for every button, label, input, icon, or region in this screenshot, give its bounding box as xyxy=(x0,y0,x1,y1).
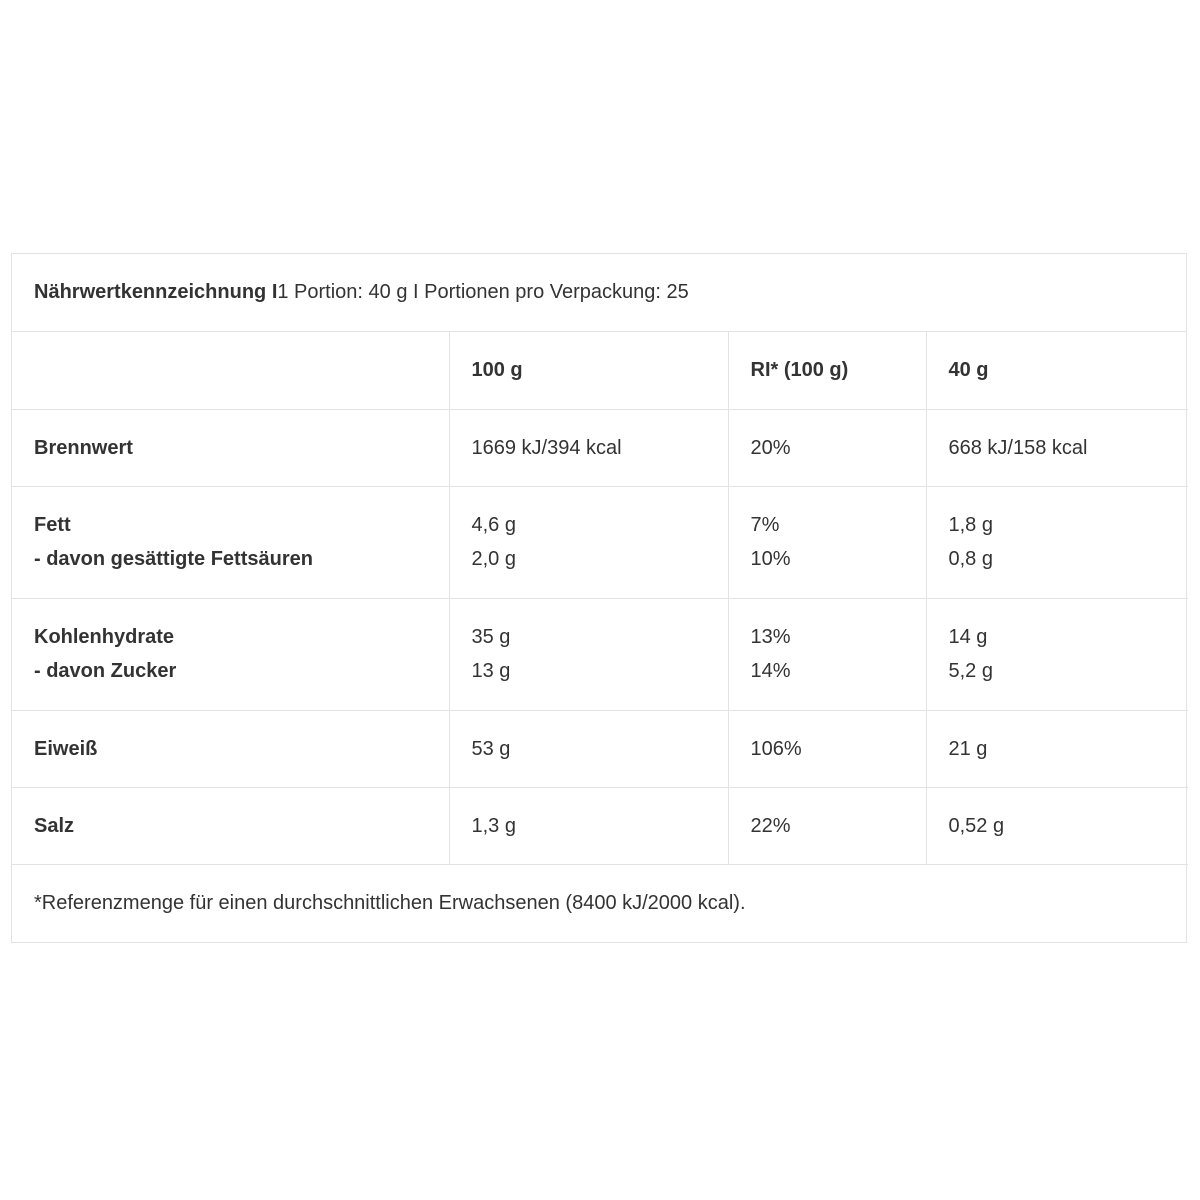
reference-footnote: *Referenzmenge für einen durchschnittlichen Erwachsenen (8400 kJ/2000 kcal). xyxy=(34,891,746,914)
value-line: 10% xyxy=(750,548,791,570)
value-line: 22% xyxy=(750,814,791,837)
table-row xyxy=(12,710,1188,787)
value-per-100g xyxy=(449,486,728,598)
value-per-40g xyxy=(926,598,1188,710)
table-header-row xyxy=(12,332,1188,409)
value-line: 0,52 g xyxy=(948,814,1005,837)
table-row xyxy=(12,409,1188,486)
value-per-100g xyxy=(449,710,728,787)
value-line: 7% xyxy=(750,514,780,536)
nutrient-sublabel-line: - davon Zucker xyxy=(34,660,177,682)
table-row xyxy=(12,486,1188,598)
column-header-per-40g: 40 g xyxy=(926,332,1188,409)
nutrient-label xyxy=(12,486,449,598)
value-line: 5,2 g xyxy=(948,660,993,682)
column-header-nutrient xyxy=(12,332,449,409)
value-line: 1,8 g xyxy=(948,514,993,536)
value-per-100g xyxy=(449,598,728,710)
value-ri xyxy=(728,787,926,864)
table-row xyxy=(12,598,1188,710)
nutrition-heading xyxy=(12,254,1186,332)
value-line: 13 g xyxy=(471,660,511,682)
nutrient-label xyxy=(12,409,449,486)
value-per-40g xyxy=(926,409,1188,486)
value-per-40g xyxy=(926,486,1188,598)
nutrient-label-line: Fett xyxy=(34,514,71,536)
nutrient-label-line: Eiweiß xyxy=(34,737,98,760)
nutrition-table-panel xyxy=(11,253,1187,943)
nutrient-label-line: Brennwert xyxy=(34,436,133,459)
nutrient-label-line: Kohlenhydrate xyxy=(34,626,175,648)
value-per-40g xyxy=(926,787,1188,864)
value-line: 20% xyxy=(750,436,791,459)
value-line: 21 g xyxy=(948,737,988,760)
nutrition-table xyxy=(12,332,1188,865)
value-per-100g xyxy=(449,787,728,864)
nutrient-label xyxy=(12,787,449,864)
value-ri xyxy=(728,486,926,598)
value-ri xyxy=(728,710,926,787)
nutrient-label xyxy=(12,598,449,710)
value-line: 35 g xyxy=(471,626,511,648)
column-header-ri: RI* (100 g) xyxy=(728,332,926,409)
value-line: 14% xyxy=(750,660,791,682)
column-header-per-100g: 100 g xyxy=(449,332,728,409)
value-per-100g xyxy=(449,409,728,486)
nutrient-label-line: Salz xyxy=(34,814,75,837)
nutrient-label xyxy=(12,710,449,787)
value-ri xyxy=(728,598,926,710)
value-line: 53 g xyxy=(471,737,511,760)
value-line: 2,0 g xyxy=(471,548,516,570)
nutrition-heading-portion-info: 1 Portion: 40 g I Portionen pro Verpackung: 25 xyxy=(277,281,689,303)
value-line: 14 g xyxy=(948,626,988,648)
value-line: 1,3 g xyxy=(471,814,516,837)
table-row xyxy=(12,787,1188,864)
value-line: 4,6 g xyxy=(471,514,516,536)
value-line: 668 kJ/158 kcal xyxy=(948,436,1088,459)
nutrition-heading-title: Nährwertkennzeichnung I xyxy=(34,281,278,303)
nutrient-sublabel-line: - davon gesättigte Fettsäuren xyxy=(34,548,313,570)
value-line: 0,8 g xyxy=(948,548,993,570)
value-ri xyxy=(728,409,926,486)
value-per-40g xyxy=(926,710,1188,787)
value-line: 106% xyxy=(750,737,802,760)
value-line: 1669 kJ/394 kcal xyxy=(471,436,622,459)
value-line: 13% xyxy=(750,626,791,648)
